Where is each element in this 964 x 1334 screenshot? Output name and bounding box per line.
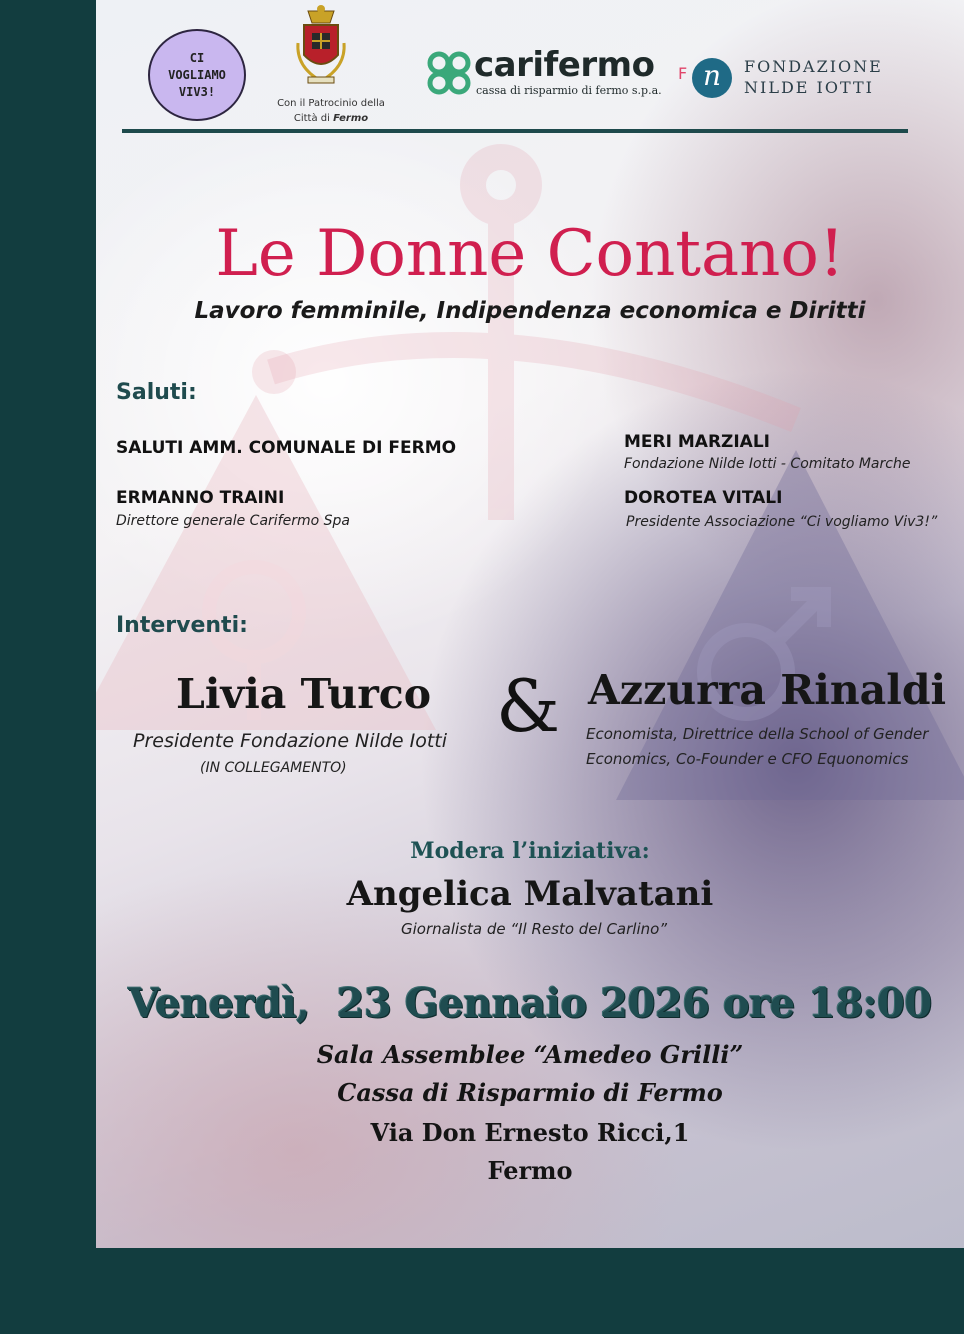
speaker-role-line-1: Economista, Direttrice della School of Gender	[586, 725, 929, 743]
moderator-label: Modera l’iniziativa:	[410, 838, 650, 864]
patronage-line-1: Con il Patrocinio della	[277, 98, 385, 109]
saluti-name: DOROTEA VITALI	[624, 488, 783, 508]
saluti-role: Fondazione Nilde Iotti - Comitato Marche	[624, 456, 911, 472]
ampersand-text: &	[496, 664, 561, 748]
event-subtitle: Lavoro femminile, Indipendenza economica e Diritti	[194, 298, 866, 324]
venue-city: Fermo	[487, 1156, 573, 1185]
patronage-city: Fermo	[333, 113, 369, 124]
fondazione-line-1: FONDAZIONE	[744, 57, 883, 76]
speaker-name: Azzurra Rinaldi	[588, 666, 947, 714]
ci-vogliamo-viv3-badge	[148, 29, 246, 121]
patronage-text	[266, 96, 396, 126]
saluti-name: SALUTI AMM. COMUNALE DI FERMO	[116, 438, 457, 458]
patronage-prefix: Città di	[293, 113, 330, 124]
city-crest-icon	[294, 3, 348, 91]
speaker-role: Presidente Fondazione Nilde Iotti	[133, 730, 448, 752]
moderator-role: Giornalista de “Il Resto del Carlino”	[401, 920, 668, 938]
speaker-note: (IN COLLEGAMENTO)	[200, 760, 347, 776]
venue-address: Via Don Ernesto Ricci,1	[370, 1118, 690, 1147]
event-date: Venerdì, 23 Gennaio 2026 ore 18:00	[128, 980, 932, 1027]
saluti-name: ERMANNO TRAINI	[116, 488, 285, 508]
venue-line-1: Sala Assemblee “Amedeo Grilli”	[316, 1040, 744, 1069]
fondazione-logo-text	[744, 56, 883, 98]
carifermo-logo-name: carifermo	[474, 45, 655, 85]
carifermo-clover-icon	[424, 48, 474, 98]
carifermo-logo-subtitle: cassa di risparmio di fermo s.p.a.	[476, 84, 662, 97]
saluti-role: Presidente Associazione “Ci vogliamo Viv3!”	[626, 514, 938, 530]
fondazione-line-2: NILDE IOTTI	[744, 78, 874, 97]
speaker-name: Livia Turco	[176, 670, 432, 718]
event-poster	[96, 0, 964, 1248]
bottom-frame-bar	[0, 1248, 964, 1334]
saluti-label: Saluti:	[116, 380, 197, 405]
patronage-line-2	[266, 111, 396, 126]
saluti-name: MERI MARZIALI	[624, 432, 770, 452]
saluti-role: Direttore generale Carifermo Spa	[116, 513, 350, 529]
moderator-name: Angelica Malvatani	[346, 874, 714, 914]
header-divider	[122, 129, 908, 133]
left-frame-bar	[0, 0, 96, 1334]
interventi-label: Interventi:	[116, 613, 248, 638]
fondazione-logo-icon: n	[692, 58, 732, 98]
speaker-role-line-2: Economics, Co-Founder e CFO Equonomics	[586, 750, 909, 768]
fondazione-logo-prefix: F	[678, 64, 688, 83]
venue-line-2: Cassa di Risparmio di Fermo	[337, 1078, 723, 1107]
event-title: Le Donne Contano!	[215, 217, 845, 291]
badge-text: CI VOGLIAMO VIV3!	[168, 50, 226, 99]
